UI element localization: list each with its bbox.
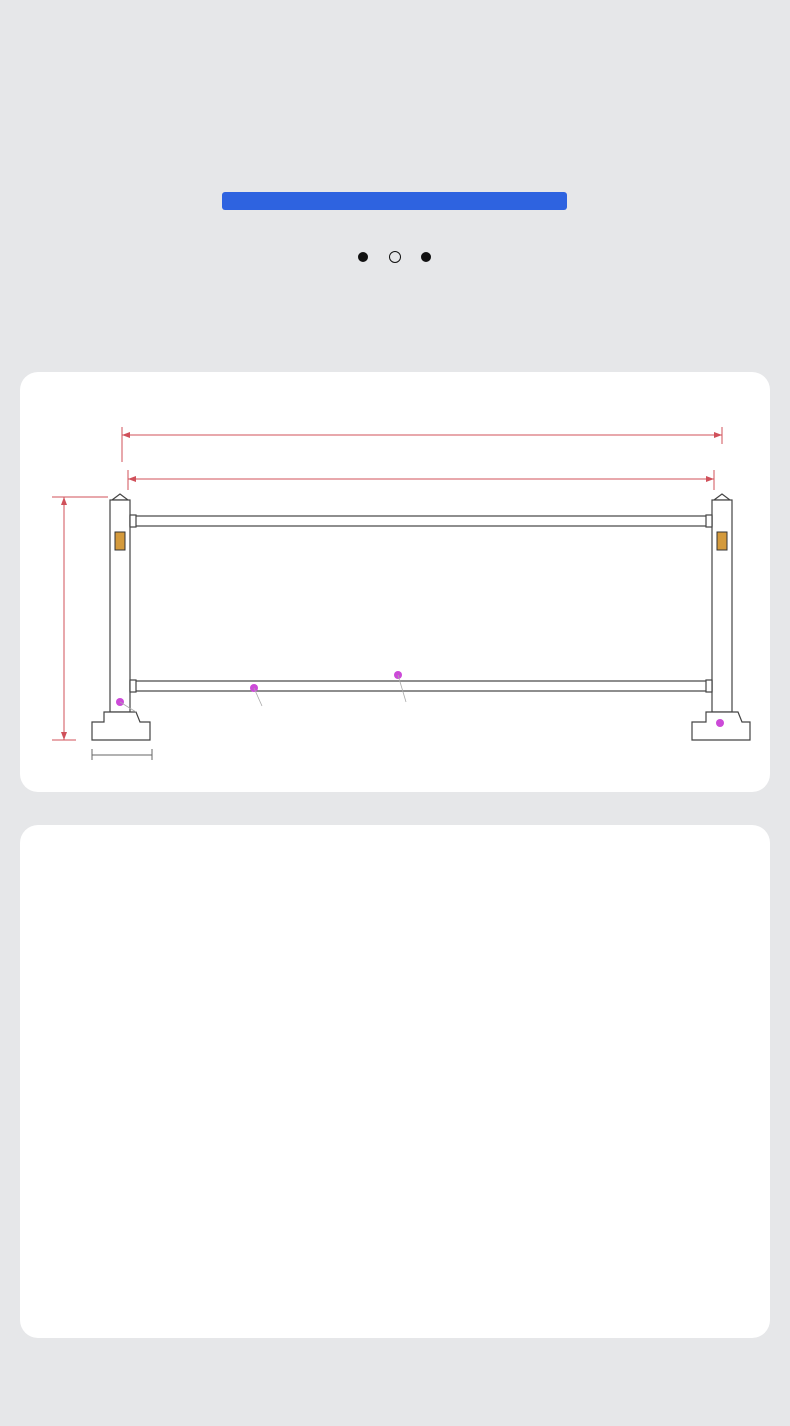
dot-filled — [358, 252, 368, 262]
dot-hollow — [389, 251, 401, 263]
bottom-rail — [130, 681, 712, 691]
title-underline-bar — [222, 192, 567, 210]
dot-filled — [421, 252, 431, 262]
drawing-card — [20, 372, 770, 792]
left-post-cap — [112, 494, 128, 500]
top-rail — [130, 516, 712, 526]
left-base — [92, 712, 150, 740]
fence-technical-drawing — [20, 372, 770, 792]
dot-indicator — [358, 252, 438, 268]
spec-card — [20, 825, 770, 1338]
marker-base — [716, 719, 724, 727]
right-post-cap — [714, 494, 730, 500]
